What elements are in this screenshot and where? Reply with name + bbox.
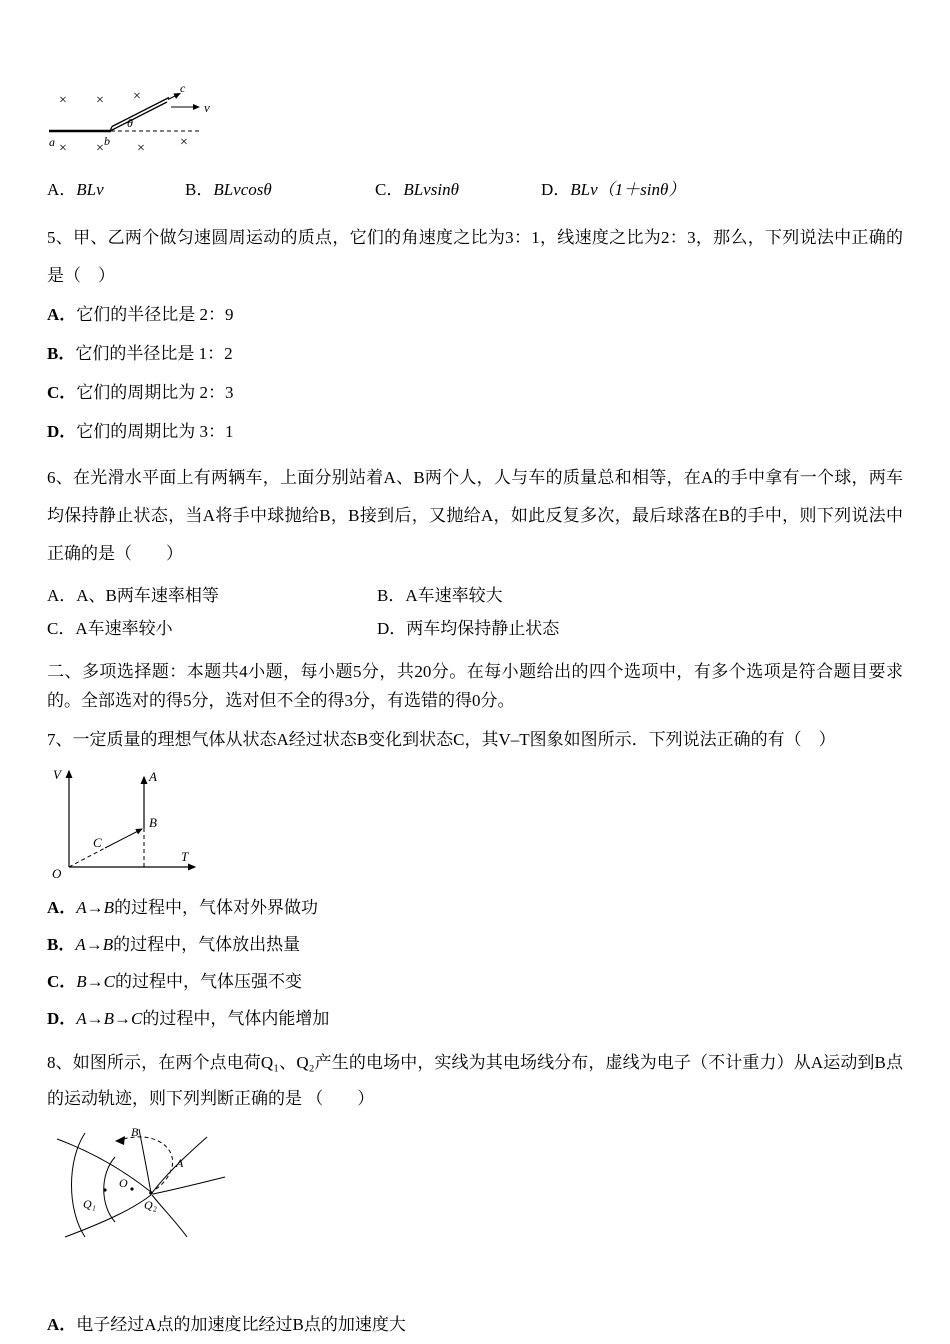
label-b-point: B bbox=[149, 815, 157, 830]
option-b: B．它们的半径比是 1：2 bbox=[47, 344, 233, 363]
label-b: b bbox=[104, 134, 110, 148]
label-c: c bbox=[180, 84, 186, 95]
option-d: D．它们的周期比为 3：1 bbox=[47, 422, 234, 441]
question-7-options bbox=[47, 889, 903, 1037]
field-cross-icon: × bbox=[96, 93, 104, 108]
label-c-point: C bbox=[93, 835, 102, 850]
label-o: O bbox=[119, 1176, 128, 1190]
question-8-option-a: A．电子经过A点的加速度比经过B点的加速度大 bbox=[47, 1315, 406, 1334]
rod-incline-lower bbox=[110, 102, 167, 131]
label-v-axis: V bbox=[53, 767, 61, 782]
option-c: C．BLvsinθ bbox=[375, 180, 459, 199]
option-d: D．两车均保持静止状态 bbox=[377, 619, 560, 638]
option-d: D．A→B→C的过程中，气体内能增加 bbox=[47, 1009, 330, 1028]
electric-field-diagram bbox=[55, 1125, 235, 1243]
rod-end-arrow bbox=[168, 94, 180, 100]
question-7-stem: 7、一定质量的理想气体从状态A经过状态B变化到状态C，其V–T图象如图所示．下列说法正确的有（ ） bbox=[47, 730, 836, 749]
option-a: A．它们的半径比是 2：9 bbox=[47, 305, 234, 324]
label-theta: θ bbox=[127, 116, 133, 130]
label-b: B bbox=[131, 1125, 139, 1139]
question-5-stem: 5、甲、乙两个做匀速圆周运动的质点，它们的角速度之比为3：1，线速度之比为2：3，那么，下列说法中正确的是（ ） bbox=[47, 228, 903, 285]
trajectory-arrowhead bbox=[115, 1136, 125, 1145]
option-c: C．它们的周期比为 2：3 bbox=[47, 383, 234, 402]
option-a: A．A、B两车速率相等 bbox=[47, 586, 219, 605]
option-c: C．B→C的过程中，气体压强不变 bbox=[47, 972, 303, 991]
option-c: C．A车速率较小 bbox=[47, 619, 173, 638]
label-t-axis: T bbox=[181, 849, 189, 864]
section-2-header: 二、多项选择题：本题共4小题，每小题5分，共20分。在每小题给出的四个选项中，有多个选项是符合题目要求的。全部选对的得5分，选对但不全的得3分，有选错的得0分。 bbox=[47, 662, 903, 710]
label-a: A bbox=[176, 1156, 184, 1170]
option-d: D．BLv（1＋sinθ） bbox=[541, 180, 686, 199]
charge-q1-dot bbox=[103, 1188, 106, 1191]
field-lines bbox=[57, 1129, 225, 1237]
question-4-options bbox=[47, 170, 903, 209]
question-6-stem: 6、在光滑水平面上有两辆车，上面分别站着A、B两个人，人与车的质量总和相等，在A的手中拿有一个球，两车均保持静止状态，当A将手中球抛给B，B接到后，又抛给A，如此反复多次，最后球落在B的手中，则下列说法中正确的是（ ） bbox=[47, 468, 903, 563]
cb-arrow bbox=[105, 829, 142, 848]
point-o-dot bbox=[130, 1187, 133, 1190]
label-q2: Q₂ bbox=[144, 1198, 157, 1212]
label-a-point: A bbox=[149, 769, 157, 784]
dashed-oc-segment bbox=[69, 848, 105, 867]
question-5-options bbox=[47, 295, 903, 451]
option-b: B．A→B的过程中，气体放出热量 bbox=[47, 935, 301, 954]
option-a: A．A→B的过程中，气体对外界做功 bbox=[47, 898, 319, 917]
question-6-options bbox=[47, 579, 903, 645]
field-cross-icon: × bbox=[96, 141, 104, 156]
label-v: v bbox=[204, 100, 210, 115]
vt-graph bbox=[47, 761, 212, 881]
field-cross-icon: × bbox=[137, 141, 145, 156]
field-cross-icon: × bbox=[180, 135, 188, 150]
field-cross-icon: × bbox=[133, 89, 141, 104]
option-b: B．BLvcosθ bbox=[185, 180, 272, 199]
field-cross-icon: × bbox=[59, 141, 67, 156]
label-origin: O bbox=[52, 866, 62, 881]
magnetic-field-rail-diagram bbox=[47, 84, 232, 160]
field-cross-icon: × bbox=[59, 93, 67, 108]
charge-q2-dot bbox=[149, 1191, 153, 1195]
option-a: A．BLv bbox=[47, 180, 104, 199]
option-b: B．A车速率较大 bbox=[377, 586, 503, 605]
label-a: a bbox=[49, 135, 55, 149]
question-8-stem: 8、如图所示，在两个点电荷Q₁、Q₂产生的电场中，实线为其电场线分布，虚线为电子（不计重力）从A运动到B点的运动轨迹，则下列判断正确的是 （ ） bbox=[47, 1053, 903, 1108]
label-q1: Q₁ bbox=[83, 1197, 96, 1211]
